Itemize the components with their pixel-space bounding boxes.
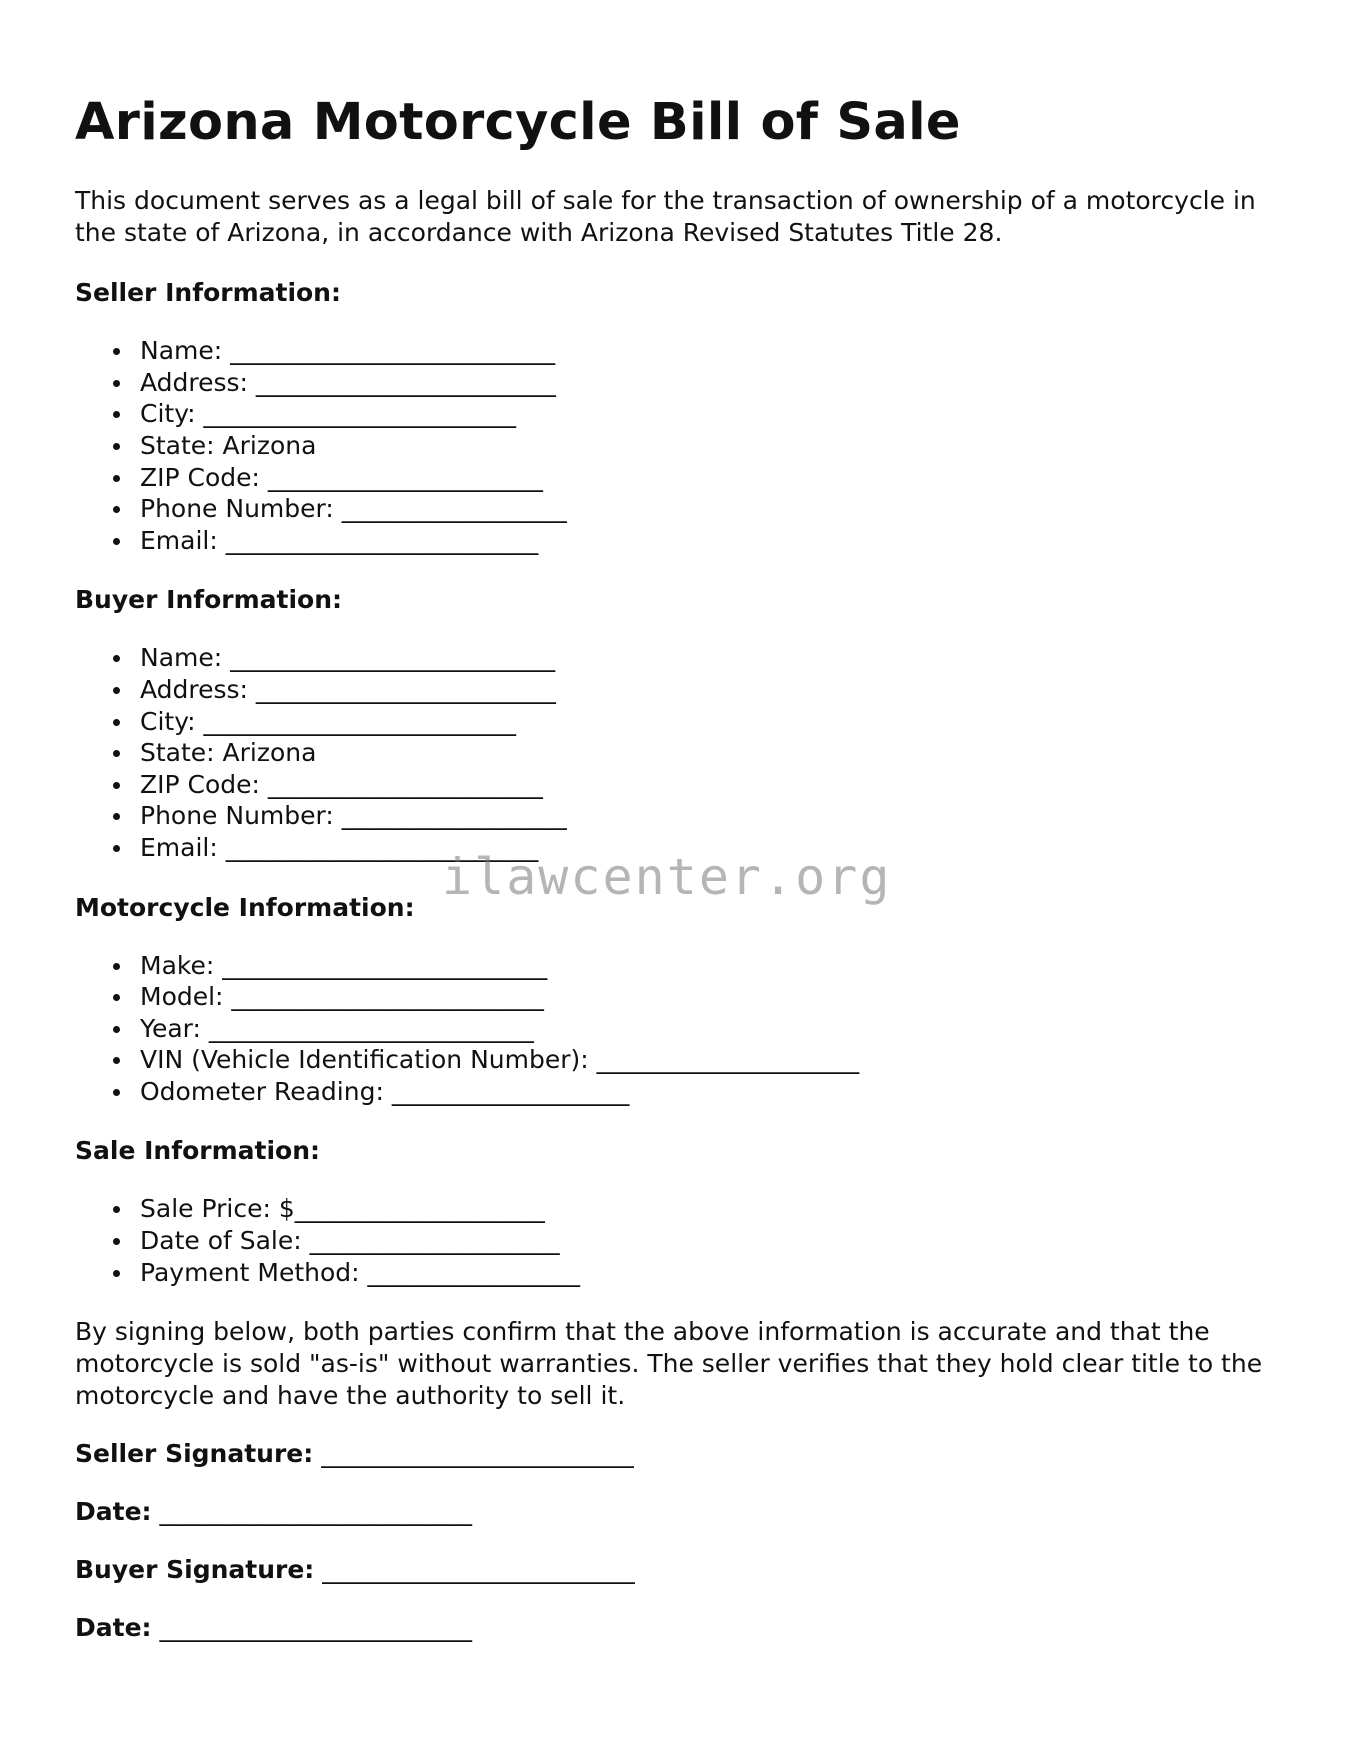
- sale-date-field[interactable]: Date of Sale: ____________________: [140, 1225, 1295, 1257]
- seller-name-field[interactable]: Name: __________________________: [140, 335, 1295, 367]
- intro-paragraph: This document serves as a legal bill of sale for the transaction of ownership of a motorcycle in the state of Arizona, in accordance with Arizona Revised Statutes Title 28.: [75, 186, 1256, 248]
- buyer-name-field[interactable]: Name: __________________________: [140, 642, 1295, 674]
- motorcycle-vin-field[interactable]: VIN (Vehicle Identification Number): _____________________: [140, 1044, 1295, 1076]
- seller-date-line[interactable]: [75, 1496, 1295, 1528]
- motorcycle-year-field[interactable]: Year: __________________________: [140, 1013, 1295, 1045]
- buyer-field-list: [75, 642, 1295, 863]
- seller-address-field[interactable]: Address: ________________________: [140, 367, 1295, 399]
- buyer-signature-line[interactable]: [75, 1554, 1295, 1586]
- seller-section-heading: Seller Information:: [75, 278, 341, 308]
- sale-section-heading: Sale Information:: [75, 1136, 320, 1166]
- motorcycle-model-field[interactable]: Model: _________________________: [140, 981, 1295, 1013]
- seller-city-field[interactable]: City: _________________________: [140, 398, 1295, 430]
- buyer-signature-blank[interactable]: _________________________: [314, 1555, 635, 1585]
- sale-price-field[interactable]: Sale Price: $____________________: [140, 1193, 1295, 1225]
- seller-zip-field[interactable]: ZIP Code: ______________________: [140, 462, 1295, 494]
- buyer-date-label: Date:: [75, 1613, 152, 1643]
- motorcycle-make-field[interactable]: Make: __________________________: [140, 950, 1295, 982]
- seller-email-field[interactable]: Email: _________________________: [140, 525, 1295, 557]
- seller-state-field: State: Arizona: [140, 430, 1295, 462]
- buyer-signature-label: Buyer Signature:: [75, 1555, 315, 1585]
- buyer-state-field: State: Arizona: [140, 737, 1295, 769]
- seller-signature-line[interactable]: [75, 1438, 1295, 1470]
- buyer-section-heading: Buyer Information:: [75, 585, 343, 615]
- seller-phone-field[interactable]: Phone Number: __________________: [140, 493, 1295, 525]
- buyer-date-blank[interactable]: _________________________: [151, 1613, 472, 1643]
- motorcycle-field-list: [75, 950, 1295, 1108]
- document-title: Arizona Motorcycle Bill of Sale: [75, 93, 961, 152]
- seller-signature-blank[interactable]: _________________________: [313, 1439, 634, 1469]
- motorcycle-odometer-field[interactable]: Odometer Reading: ___________________: [140, 1076, 1295, 1108]
- seller-date-blank[interactable]: _________________________: [151, 1497, 472, 1527]
- sale-field-list: [75, 1193, 1295, 1288]
- buyer-address-field[interactable]: Address: ________________________: [140, 674, 1295, 706]
- seller-field-list: [75, 335, 1295, 556]
- buyer-email-field[interactable]: Email: _________________________: [140, 832, 1295, 864]
- watermark: ilawcenter.org: [442, 848, 892, 906]
- buyer-date-line[interactable]: [75, 1612, 1295, 1644]
- buyer-phone-field[interactable]: Phone Number: __________________: [140, 800, 1295, 832]
- seller-signature-label: Seller Signature:: [75, 1439, 314, 1469]
- document-page: [75, 92, 1295, 1644]
- confirmation-paragraph: By signing below, both parties confirm that the above information is accurate and that the motorcycle is sold "as-is" without warranties. The seller verifies that they hold clear title to the motorcycle and have the authority to sell it.: [75, 1317, 1263, 1411]
- buyer-city-field[interactable]: City: _________________________: [140, 706, 1295, 738]
- seller-date-label: Date:: [75, 1497, 152, 1527]
- buyer-zip-field[interactable]: ZIP Code: ______________________: [140, 769, 1295, 801]
- motorcycle-section-heading: Motorcycle Information:: [75, 892, 415, 922]
- payment-method-field[interactable]: Payment Method: _________________: [140, 1257, 1295, 1289]
